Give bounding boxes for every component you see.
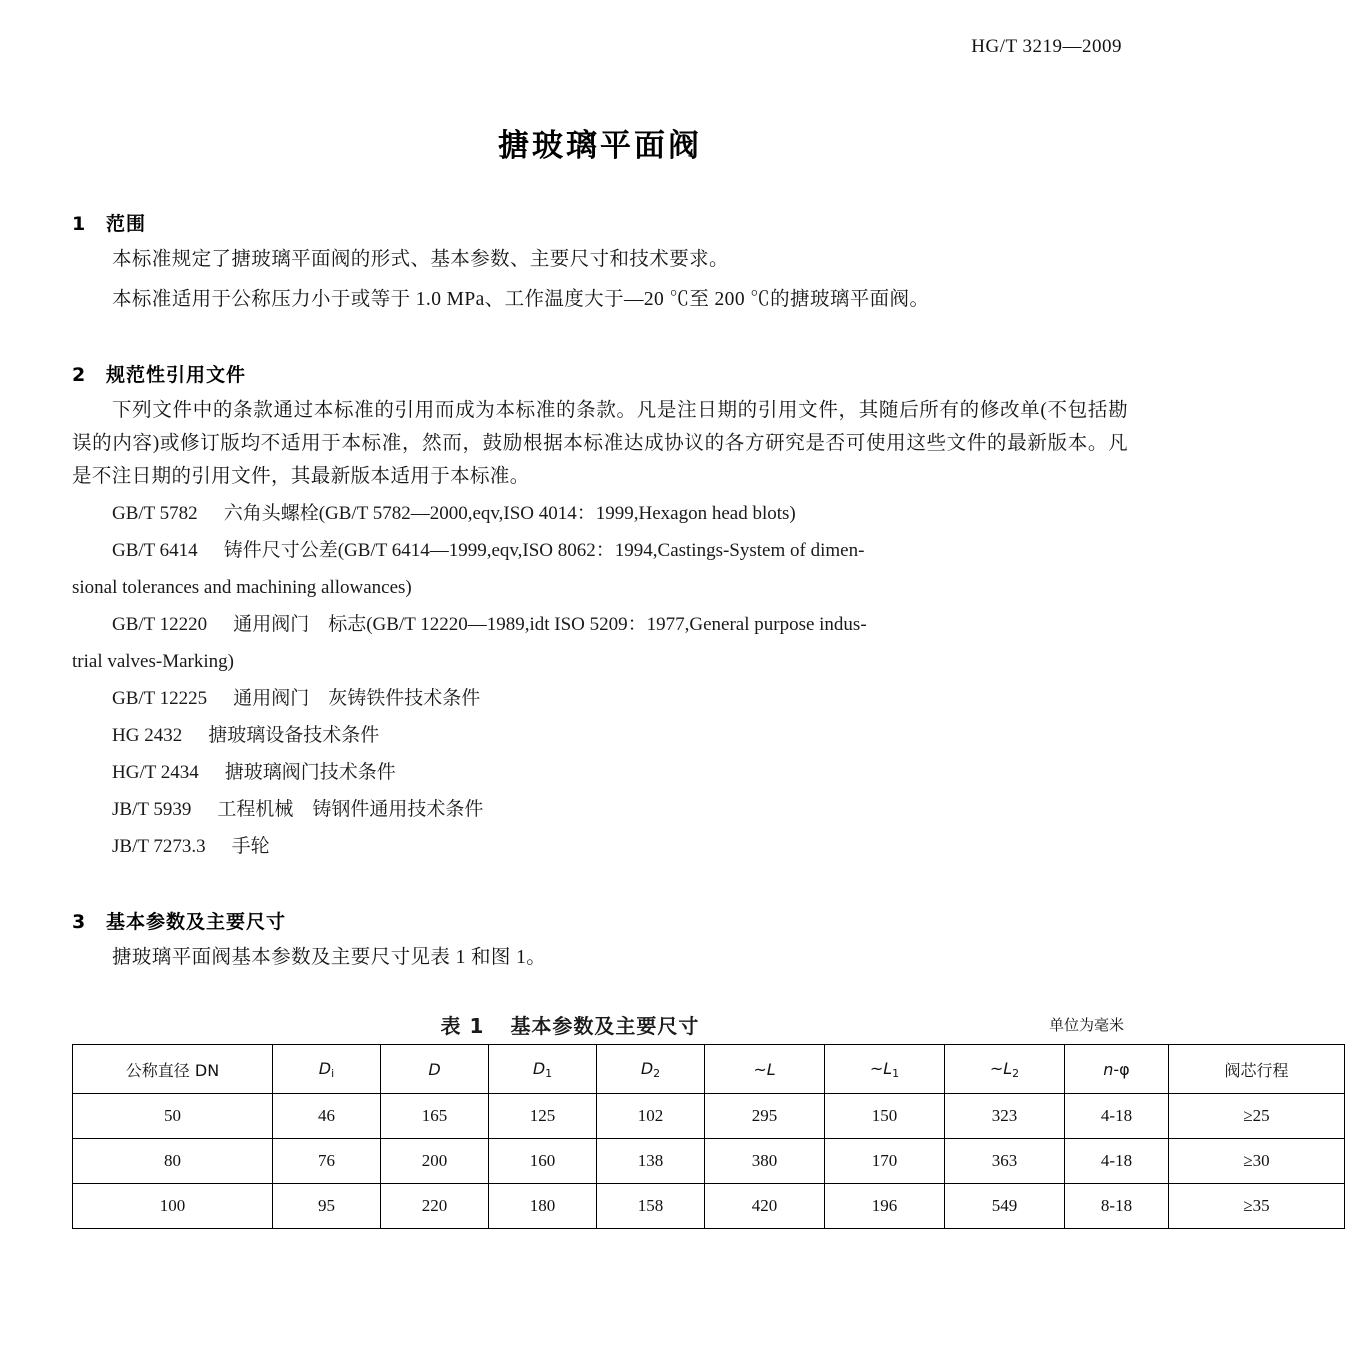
table-cell: 165	[381, 1094, 489, 1139]
table-cell: 196	[825, 1184, 945, 1229]
reference-name: 工程机械 铸钢件通用技术条件	[217, 799, 484, 820]
reference-item	[72, 830, 1128, 863]
section-title-2: 规范性引用文件	[106, 364, 247, 386]
reference-code: GB/T 5782	[112, 503, 198, 524]
table-unit-note: 单位为毫米	[1048, 1016, 1124, 1034]
table-header-cell: D	[381, 1045, 489, 1094]
section-2-intro: 下列文件中的条款通过本标准的引用而成为本标准的条款。凡是注日期的引用文件，其随后所有的修改单(不包括勘误的内容)或修订版均不适用于本标准，然而，鼓励根据本标准达成协议的各方研究是否可使用这些文件的最新版本。凡是不注日期的引用文件，其最新版本适用于本标准。	[72, 400, 1128, 487]
table-cell: 150	[825, 1094, 945, 1139]
section-1-paragraph-1: 本标准规定了搪玻璃平面阀的形式、基本参数、主要尺寸和技术要求。	[112, 249, 729, 270]
table-header-cell: 公称直径 DN	[73, 1045, 273, 1094]
reference-code: JB/T 7273.3	[112, 836, 206, 857]
section-heading-3	[72, 907, 1128, 934]
reference-item	[72, 497, 1128, 530]
reference-item	[72, 719, 1128, 752]
table-cell: 76	[273, 1139, 381, 1184]
page-header	[72, 0, 1128, 58]
table-cell: 180	[489, 1184, 597, 1229]
section-heading-2	[72, 360, 1128, 387]
table-cell: 4-18	[1065, 1139, 1169, 1184]
table-cell: 80	[73, 1139, 273, 1184]
table-cell: 138	[597, 1139, 705, 1184]
section-3-paragraph-1: 搪玻璃平面阀基本参数及主要尺寸见表 1 和图 1。	[112, 947, 547, 968]
reference-name: 通用阀门 标志(GB/T 12220—1989,idt ISO 5209：1977,General purpose indus-	[233, 614, 867, 635]
reference-item	[72, 682, 1128, 715]
section-heading-1	[72, 209, 1128, 236]
reference-code: GB/T 12225	[112, 688, 208, 709]
reference-name: 通用阀门 灰铸铁件技术条件	[233, 688, 481, 709]
reference-item	[72, 534, 1128, 567]
table-cell: 220	[381, 1184, 489, 1229]
reference-continuation: sional tolerances and machining allowances)	[72, 577, 412, 598]
reference-code: GB/T 6414	[112, 540, 198, 561]
table-header-cell: $\sim L_1$	[825, 1045, 945, 1094]
table-cell: 4-18	[1065, 1094, 1169, 1139]
reference-item	[72, 608, 1128, 641]
reference-name: 铸件尺寸公差(GB/T 6414—1999,eqv,ISO 8062：1994,Castings-System of dimen-	[223, 540, 865, 561]
reference-name: 搪玻璃设备技术条件	[208, 725, 380, 746]
table-cell: 295	[705, 1094, 825, 1139]
table-cell: 95	[273, 1184, 381, 1229]
table-caption	[72, 1010, 1128, 1036]
table-cell: 200	[381, 1139, 489, 1184]
table-caption-number: 表 1	[440, 1014, 485, 1038]
reference-name: 六角头螺栓(GB/T 5782—2000,eqv,ISO 4014：1999,Hexagon head blots)	[223, 503, 796, 524]
reference-item	[72, 793, 1128, 826]
table-cell: 363	[945, 1139, 1065, 1184]
table-cell: 158	[597, 1184, 705, 1229]
table-cell: 100	[73, 1184, 273, 1229]
section-number-1: 1	[72, 213, 87, 235]
reference-code: HG 2432	[112, 725, 183, 746]
table-cell: ≥25	[1169, 1094, 1345, 1139]
reference-name: 搪玻璃阀门技术条件	[224, 762, 396, 783]
table-cell: 323	[945, 1094, 1065, 1139]
section-number-3: 3	[72, 911, 87, 933]
table-cell: ≥30	[1169, 1139, 1345, 1184]
section-1-paragraph-2: 本标准适用于公称压力小于或等于 1.0 MPa、工作温度大于—20 ℃至 200 ℃的搪玻璃平面阀。	[112, 289, 930, 310]
reference-code: GB/T 12220	[112, 614, 208, 635]
table-caption-text	[72, 1010, 1128, 1039]
table-header-cell: n-φ	[1065, 1045, 1169, 1094]
reference-continuation: trial valves-Marking)	[72, 651, 234, 672]
table-header-row	[73, 1045, 1345, 1094]
table-cell: ≥35	[1169, 1184, 1345, 1229]
table-header-cell: $\sim L_2$	[945, 1045, 1065, 1094]
section-number-2: 2	[72, 364, 87, 386]
table-cell: 125	[489, 1094, 597, 1139]
table-cell: 170	[825, 1139, 945, 1184]
table-header-cell: 阀芯行程	[1169, 1045, 1345, 1094]
table-cell: 46	[273, 1094, 381, 1139]
table-header-cell: $D_i$	[273, 1045, 381, 1094]
section-title-3: 基本参数及主要尺寸	[106, 911, 287, 933]
document-title: 搪玻璃平面阀	[498, 128, 702, 164]
standard-code: HG/T 3219—2009	[971, 36, 1122, 57]
reference-item	[72, 756, 1128, 789]
reference-code: HG/T 2434	[112, 762, 199, 783]
table-header-cell: $D_1$	[489, 1045, 597, 1094]
table-header-cell: ~L	[705, 1045, 825, 1094]
table-cell: 420	[705, 1184, 825, 1229]
table-cell: 380	[705, 1139, 825, 1184]
table-row	[73, 1184, 1345, 1229]
section-title-1: 范围	[106, 213, 147, 235]
table-cell: 8-18	[1065, 1184, 1169, 1229]
table-caption-title: 基本参数及主要尺寸	[510, 1014, 700, 1038]
table-header-cell: $D_2$	[597, 1045, 705, 1094]
table-cell: 160	[489, 1139, 597, 1184]
parameters-table	[72, 1044, 1345, 1229]
table-cell: 50	[73, 1094, 273, 1139]
table-cell: 549	[945, 1184, 1065, 1229]
table-row	[73, 1094, 1345, 1139]
reference-name: 手轮	[231, 836, 270, 857]
table-cell: 102	[597, 1094, 705, 1139]
table-row	[73, 1139, 1345, 1184]
reference-code: JB/T 5939	[112, 799, 192, 820]
